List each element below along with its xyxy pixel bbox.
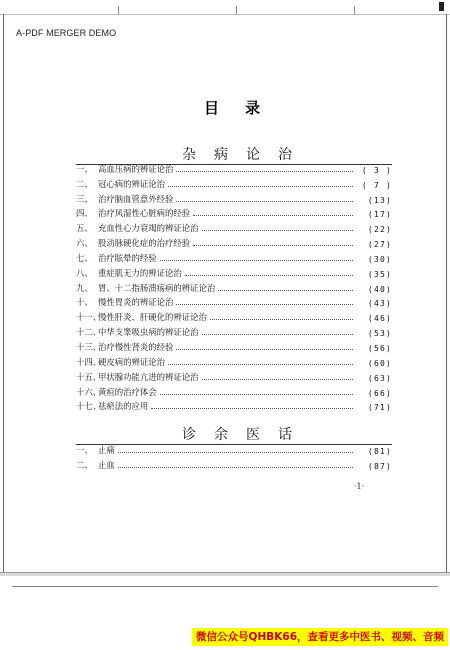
- toc-entry-page: (66): [367, 388, 392, 398]
- toc-entry[interactable]: [76, 160, 392, 175]
- toc-entry-page: (40): [367, 284, 392, 294]
- toc-entry-number: 十二、: [76, 327, 102, 338]
- toc-entry-number: 一、: [76, 163, 93, 174]
- toc-leader-dots: [202, 229, 354, 231]
- toc-entry-label: 慢性胃炎的辨证论治: [98, 297, 174, 308]
- toc-leader-dots: [210, 318, 353, 320]
- page-right-edge: [446, 14, 447, 574]
- toc-entry-number: 二、: [76, 459, 93, 470]
- toc-entry-label: 慢性肝炎、肝硬化的辨证论治: [98, 312, 207, 323]
- toc-entry-number: 十七、: [76, 401, 102, 412]
- toc-entry-page: (53): [367, 329, 392, 339]
- toc-entry-label: 重症肌无力的辨证论治: [98, 267, 182, 278]
- toc-leader-dots: [151, 407, 353, 409]
- next-page-rule: [12, 586, 438, 587]
- toc-entry-page: (87): [367, 461, 392, 471]
- toc-leader-dots: [218, 289, 353, 291]
- toc-entry-label: 止血: [98, 459, 115, 470]
- toc-entry-number: 十一、: [76, 312, 102, 323]
- toc-entry-label: 充血性心力衰竭的辨证论治: [98, 223, 199, 234]
- frame-tick: [118, 6, 119, 14]
- frame-tick: [236, 6, 237, 14]
- toc-entry-number: 十五、: [76, 371, 102, 382]
- toc-entry-page: (60): [367, 358, 392, 368]
- toc-leader-dots: [160, 259, 353, 261]
- toc-entry[interactable]: [76, 294, 392, 309]
- toc-entry-page: (71): [367, 403, 392, 413]
- toc-entry-page: (30): [367, 254, 392, 264]
- toc-leader-dots: [202, 378, 354, 380]
- toc-list-main: [76, 160, 392, 412]
- toc-leader-dots: [168, 363, 353, 365]
- toc-leader-dots: [176, 303, 353, 305]
- toc-entry-page: (35): [367, 269, 392, 279]
- toc-entry-label: 黄疸的治疗体会: [98, 386, 157, 397]
- toc-entry-label: 治疗慢性肾炎的经验: [98, 341, 174, 352]
- toc-entry-page: (46): [367, 314, 392, 324]
- toc-entry-label: 止痛: [98, 444, 115, 455]
- toc-entry-label: 治疗脑血管意外经验: [98, 193, 174, 204]
- toc-leader-dots: [176, 200, 353, 202]
- toc-entry[interactable]: [76, 323, 392, 338]
- promo-banner[interactable]: 微信公众号QHBK66，查看更多中医书、视频、音频: [192, 628, 448, 646]
- section-title: 杂病论治: [182, 147, 310, 163]
- toc-list-extra: [76, 441, 392, 471]
- toc-entry-number: 十、: [76, 297, 93, 308]
- toc-entry-page: (17): [367, 210, 392, 220]
- toc-entry-label: 治疗风湿性心脏病的经验: [98, 208, 191, 219]
- toc-entry[interactable]: [76, 234, 392, 249]
- toc-entry-label: 冠心病的辨证论治: [98, 178, 165, 189]
- toc-entry-page: ( 7 ): [361, 180, 392, 190]
- toc-entry[interactable]: [76, 456, 392, 471]
- toc-entry-page: ( 3 ): [361, 165, 392, 175]
- toc-entry-number: 六、: [76, 238, 93, 249]
- toc-entry-page: (13): [367, 195, 392, 205]
- toc-entry[interactable]: [76, 175, 392, 190]
- toc-entry[interactable]: [76, 264, 392, 279]
- toc-leader-dots: [176, 170, 353, 172]
- toc-entry-label: 祛瘀法的应用: [98, 401, 149, 412]
- toc-entry[interactable]: [76, 338, 392, 353]
- toc-entry-number: 十四、: [76, 356, 102, 367]
- toc-entry-page: (81): [367, 446, 392, 456]
- toc-entry-label: 硬皮病的辨证论治: [98, 356, 165, 367]
- toc-entry-page: (56): [367, 343, 392, 353]
- toc-entry-page: (27): [367, 240, 392, 250]
- toc-entry-label: 甲状腺功能亢进的辨证论治: [98, 371, 199, 382]
- toc-entry[interactable]: [76, 205, 392, 220]
- toc-entry-number: 八、: [76, 267, 93, 278]
- page-number: ·1·: [354, 482, 365, 491]
- toc-entry-number: 三、: [76, 193, 93, 204]
- page-title: 目录: [204, 99, 287, 117]
- toc-entry-label: 高血压病的辨证论治: [98, 163, 174, 174]
- toc-entry-number: 十三、: [76, 341, 102, 352]
- toc-entry-number: 十六、: [76, 386, 102, 397]
- toc-entry-number: 四、: [76, 208, 93, 219]
- page-left-edge: [3, 14, 4, 574]
- toc-entry-label: 胃、十二指肠溃疡病的辨证论治: [98, 282, 216, 293]
- toc-entry[interactable]: [76, 308, 392, 323]
- toc-entry[interactable]: [76, 279, 392, 294]
- toc-entry[interactable]: [76, 190, 392, 205]
- toc-entry-number: 五、: [76, 223, 93, 234]
- toc-entry-label: 治疗眩晕的经验: [98, 252, 157, 263]
- section-title: 诊余医话: [182, 427, 310, 443]
- frame-tick: [354, 6, 355, 14]
- toc-leader-dots: [185, 274, 353, 276]
- toc-entry[interactable]: [76, 398, 392, 413]
- toc-entry[interactable]: [76, 353, 392, 368]
- toc-leader-dots: [176, 348, 353, 350]
- toc-entry-number: 二、: [76, 178, 93, 189]
- toc-entry-page: (22): [367, 225, 392, 235]
- toc-entry-label: 股动脉硬化症的治疗经验: [98, 238, 191, 249]
- toc-entry-number: 九、: [76, 282, 93, 293]
- toc-leader-dots: [118, 466, 353, 468]
- toc-entry-number: 七、: [76, 252, 93, 263]
- toc-entry[interactable]: [76, 441, 392, 456]
- toc-entry-page: (43): [367, 299, 392, 309]
- toc-entry[interactable]: [76, 368, 392, 383]
- toc-leader-dots: [193, 244, 353, 246]
- toc-entry-number: 一、: [76, 444, 93, 455]
- toc-leader-dots: [160, 393, 353, 395]
- watermark-text: A-PDF MERGER DEMO: [16, 28, 117, 38]
- toc-leader-dots: [118, 451, 353, 453]
- toc-leader-dots: [168, 185, 353, 187]
- toc-entry-page: (63): [367, 373, 392, 383]
- toc-entry[interactable]: [76, 249, 392, 264]
- top-frame: [0, 0, 450, 15]
- toc-leader-dots: [193, 214, 353, 216]
- toc-entry[interactable]: [76, 219, 392, 234]
- scroll-marker: [439, 2, 444, 11]
- toc-entry[interactable]: [76, 383, 392, 398]
- page-divider: [0, 572, 450, 576]
- toc-entry-label: 中华支睾吸虫病的辨证论治: [98, 327, 199, 338]
- toc-leader-dots: [202, 333, 354, 335]
